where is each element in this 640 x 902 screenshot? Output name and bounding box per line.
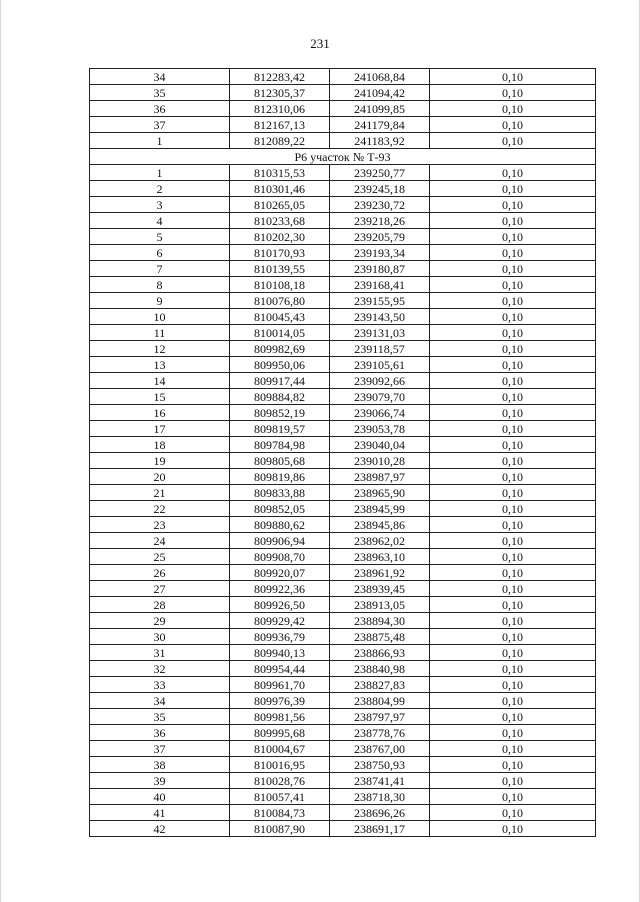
x-coordinate-cell: 810014,05 — [230, 325, 330, 341]
x-coordinate-cell: 809852,05 — [230, 501, 330, 517]
page-number: 231 — [310, 36, 330, 51]
y-coordinate-cell: 239250,77 — [330, 165, 430, 181]
x-coordinate-cell: 809929,42 — [230, 613, 330, 629]
y-coordinate-cell: 238965,90 — [330, 485, 430, 501]
accuracy-cell: 0,10 — [430, 293, 596, 309]
y-coordinate-cell: 238962,02 — [330, 533, 430, 549]
accuracy-cell: 0,10 — [430, 421, 596, 437]
point-number-cell: 31 — [90, 645, 230, 661]
x-coordinate-cell: 810028,76 — [230, 773, 330, 789]
table-row — [90, 453, 596, 469]
accuracy-cell: 0,10 — [430, 741, 596, 757]
x-coordinate-cell: 810045,43 — [230, 309, 330, 325]
accuracy-cell: 0,10 — [430, 565, 596, 581]
point-number-cell: 38 — [90, 757, 230, 773]
table-row — [90, 245, 596, 261]
accuracy-cell: 0,10 — [430, 277, 596, 293]
y-coordinate-cell: 238718,30 — [330, 789, 430, 805]
table-row — [90, 821, 596, 837]
accuracy-cell: 0,10 — [430, 437, 596, 453]
y-coordinate-cell: 238804,99 — [330, 693, 430, 709]
accuracy-cell: 0,10 — [430, 341, 596, 357]
y-coordinate-cell: 239218,26 — [330, 213, 430, 229]
accuracy-cell: 0,10 — [430, 389, 596, 405]
accuracy-cell: 0,10 — [430, 549, 596, 565]
x-coordinate-cell: 809880,62 — [230, 517, 330, 533]
accuracy-cell: 0,10 — [430, 213, 596, 229]
table-row — [90, 261, 596, 277]
accuracy-cell: 0,10 — [430, 597, 596, 613]
x-coordinate-cell: 809982,69 — [230, 341, 330, 357]
y-coordinate-cell: 238866,93 — [330, 645, 430, 661]
point-number-cell: 20 — [90, 469, 230, 485]
accuracy-cell: 0,10 — [430, 165, 596, 181]
y-coordinate-cell: 238797,97 — [330, 709, 430, 725]
x-coordinate-cell: 810233,68 — [230, 213, 330, 229]
y-coordinate-cell: 239092,66 — [330, 373, 430, 389]
y-coordinate-cell: 239205,79 — [330, 229, 430, 245]
table-row — [90, 437, 596, 453]
y-coordinate-cell: 239245,18 — [330, 181, 430, 197]
accuracy-cell: 0,10 — [430, 581, 596, 597]
x-coordinate-cell: 809926,50 — [230, 597, 330, 613]
point-number-cell: 29 — [90, 613, 230, 629]
accuracy-cell: 0,10 — [430, 69, 596, 85]
x-coordinate-cell: 810016,95 — [230, 757, 330, 773]
point-number-cell: 33 — [90, 677, 230, 693]
x-coordinate-cell: 810139,55 — [230, 261, 330, 277]
accuracy-cell: 0,10 — [430, 197, 596, 213]
table-row — [90, 613, 596, 629]
point-number-cell: 42 — [90, 821, 230, 837]
point-number-cell: 28 — [90, 597, 230, 613]
x-coordinate-cell: 809922,36 — [230, 581, 330, 597]
point-number-cell: 37 — [90, 117, 230, 133]
x-coordinate-cell: 809884,82 — [230, 389, 330, 405]
table-row — [90, 597, 596, 613]
table-row — [90, 373, 596, 389]
point-number-cell: 3 — [90, 197, 230, 213]
point-number-cell: 1 — [90, 133, 230, 149]
point-number-cell: 7 — [90, 261, 230, 277]
point-number-cell: 8 — [90, 277, 230, 293]
x-coordinate-cell: 810170,93 — [230, 245, 330, 261]
x-coordinate-cell: 809852,19 — [230, 405, 330, 421]
x-coordinate-cell: 810087,90 — [230, 821, 330, 837]
y-coordinate-cell: 238750,93 — [330, 757, 430, 773]
y-coordinate-cell: 239053,78 — [330, 421, 430, 437]
table-row — [90, 565, 596, 581]
y-coordinate-cell: 238894,30 — [330, 613, 430, 629]
table-row — [90, 421, 596, 437]
y-coordinate-cell: 239143,50 — [330, 309, 430, 325]
y-coordinate-cell: 238741,41 — [330, 773, 430, 789]
point-number-cell: 23 — [90, 517, 230, 533]
point-number-cell: 30 — [90, 629, 230, 645]
table-row — [90, 325, 596, 341]
point-number-cell: 14 — [90, 373, 230, 389]
table-row — [90, 293, 596, 309]
point-number-cell: 17 — [90, 421, 230, 437]
x-coordinate-cell: 809805,68 — [230, 453, 330, 469]
y-coordinate-cell: 241094,42 — [330, 85, 430, 101]
point-number-cell: 35 — [90, 709, 230, 725]
table-row — [90, 741, 596, 757]
x-coordinate-cell: 809906,94 — [230, 533, 330, 549]
table-row — [90, 693, 596, 709]
y-coordinate-cell: 239010,28 — [330, 453, 430, 469]
y-coordinate-cell: 239180,87 — [330, 261, 430, 277]
point-number-cell: 36 — [90, 725, 230, 741]
y-coordinate-cell: 238778,76 — [330, 725, 430, 741]
accuracy-cell: 0,10 — [430, 117, 596, 133]
table-row — [90, 645, 596, 661]
y-coordinate-cell: 238875,48 — [330, 629, 430, 645]
x-coordinate-cell: 810301,46 — [230, 181, 330, 197]
point-number-cell: 41 — [90, 805, 230, 821]
accuracy-cell: 0,10 — [430, 517, 596, 533]
table-row — [90, 165, 596, 181]
x-coordinate-cell: 809936,79 — [230, 629, 330, 645]
x-coordinate-cell: 809976,39 — [230, 693, 330, 709]
point-number-cell: 21 — [90, 485, 230, 501]
x-coordinate-cell: 810265,05 — [230, 197, 330, 213]
point-number-cell: 34 — [90, 693, 230, 709]
x-coordinate-cell: 812310,06 — [230, 101, 330, 117]
table-row — [90, 229, 596, 245]
y-coordinate-cell: 238945,86 — [330, 517, 430, 533]
accuracy-cell: 0,10 — [430, 805, 596, 821]
point-number-cell: 9 — [90, 293, 230, 309]
x-coordinate-cell: 809995,68 — [230, 725, 330, 741]
table-row — [90, 725, 596, 741]
table-row — [90, 789, 596, 805]
table-row — [90, 117, 596, 133]
y-coordinate-cell: 241099,85 — [330, 101, 430, 117]
point-number-cell: 5 — [90, 229, 230, 245]
y-coordinate-cell: 239040,04 — [330, 437, 430, 453]
point-number-cell: 2 — [90, 181, 230, 197]
table-row — [90, 405, 596, 421]
y-coordinate-cell: 239118,57 — [330, 341, 430, 357]
table-row — [90, 709, 596, 725]
table-row — [90, 805, 596, 821]
x-coordinate-cell: 812283,42 — [230, 69, 330, 85]
accuracy-cell: 0,10 — [430, 789, 596, 805]
y-coordinate-cell: 238963,10 — [330, 549, 430, 565]
point-number-cell: 6 — [90, 245, 230, 261]
point-number-cell: 16 — [90, 405, 230, 421]
x-coordinate-cell: 809908,70 — [230, 549, 330, 565]
accuracy-cell: 0,10 — [430, 309, 596, 325]
section-header-row — [90, 149, 596, 165]
point-number-cell: 27 — [90, 581, 230, 597]
table-row — [90, 277, 596, 293]
point-number-cell: 32 — [90, 661, 230, 677]
x-coordinate-cell: 810084,73 — [230, 805, 330, 821]
y-coordinate-cell: 241179,84 — [330, 117, 430, 133]
accuracy-cell: 0,10 — [430, 613, 596, 629]
table-row — [90, 69, 596, 85]
accuracy-cell: 0,10 — [430, 325, 596, 341]
table-row — [90, 309, 596, 325]
table-row — [90, 485, 596, 501]
x-coordinate-cell: 809917,44 — [230, 373, 330, 389]
y-coordinate-cell: 238767,00 — [330, 741, 430, 757]
table-row — [90, 357, 596, 373]
table-row — [90, 581, 596, 597]
point-number-cell: 22 — [90, 501, 230, 517]
accuracy-cell: 0,10 — [430, 373, 596, 389]
accuracy-cell: 0,10 — [430, 133, 596, 149]
point-number-cell: 39 — [90, 773, 230, 789]
point-number-cell: 37 — [90, 741, 230, 757]
accuracy-cell: 0,10 — [430, 757, 596, 773]
accuracy-cell: 0,10 — [430, 773, 596, 789]
point-number-cell: 11 — [90, 325, 230, 341]
accuracy-cell: 0,10 — [430, 645, 596, 661]
y-coordinate-cell: 239131,03 — [330, 325, 430, 341]
table-row — [90, 629, 596, 645]
x-coordinate-cell: 809819,57 — [230, 421, 330, 437]
y-coordinate-cell: 238961,92 — [330, 565, 430, 581]
y-coordinate-cell: 239168,41 — [330, 277, 430, 293]
table-row — [90, 197, 596, 213]
x-coordinate-cell: 810076,80 — [230, 293, 330, 309]
coordinates-table — [89, 68, 596, 837]
x-coordinate-cell: 812305,37 — [230, 85, 330, 101]
y-coordinate-cell: 238827,83 — [330, 677, 430, 693]
x-coordinate-cell: 809954,44 — [230, 661, 330, 677]
x-coordinate-cell: 810202,30 — [230, 229, 330, 245]
accuracy-cell: 0,10 — [430, 533, 596, 549]
accuracy-cell: 0,10 — [430, 181, 596, 197]
accuracy-cell: 0,10 — [430, 357, 596, 373]
x-coordinate-cell: 809981,56 — [230, 709, 330, 725]
accuracy-cell: 0,10 — [430, 229, 596, 245]
accuracy-cell: 0,10 — [430, 245, 596, 261]
table-row — [90, 533, 596, 549]
y-coordinate-cell: 241183,92 — [330, 133, 430, 149]
accuracy-cell: 0,10 — [430, 725, 596, 741]
accuracy-cell: 0,10 — [430, 693, 596, 709]
y-coordinate-cell: 238945,99 — [330, 501, 430, 517]
accuracy-cell: 0,10 — [430, 469, 596, 485]
x-coordinate-cell: 812167,13 — [230, 117, 330, 133]
table-row — [90, 85, 596, 101]
point-number-cell: 34 — [90, 69, 230, 85]
y-coordinate-cell: 238840,98 — [330, 661, 430, 677]
point-number-cell: 1 — [90, 165, 230, 181]
y-coordinate-cell: 239066,74 — [330, 405, 430, 421]
point-number-cell: 15 — [90, 389, 230, 405]
accuracy-cell: 0,10 — [430, 453, 596, 469]
accuracy-cell: 0,10 — [430, 661, 596, 677]
table-row — [90, 549, 596, 565]
table-body-before — [90, 69, 596, 149]
point-number-cell: 19 — [90, 453, 230, 469]
x-coordinate-cell: 810315,53 — [230, 165, 330, 181]
accuracy-cell: 0,10 — [430, 629, 596, 645]
y-coordinate-cell: 238939,45 — [330, 581, 430, 597]
point-number-cell: 26 — [90, 565, 230, 581]
table-row — [90, 213, 596, 229]
accuracy-cell: 0,10 — [430, 709, 596, 725]
x-coordinate-cell: 809950,06 — [230, 357, 330, 373]
x-coordinate-cell: 809784,98 — [230, 437, 330, 453]
point-number-cell: 40 — [90, 789, 230, 805]
table-row — [90, 133, 596, 149]
table-row — [90, 773, 596, 789]
x-coordinate-cell: 809920,07 — [230, 565, 330, 581]
table-row — [90, 469, 596, 485]
accuracy-cell: 0,10 — [430, 821, 596, 837]
table-row — [90, 341, 596, 357]
y-coordinate-cell: 239193,34 — [330, 245, 430, 261]
x-coordinate-cell: 809961,70 — [230, 677, 330, 693]
x-coordinate-cell: 810004,67 — [230, 741, 330, 757]
accuracy-cell: 0,10 — [430, 501, 596, 517]
section-title: Р6 участок № Т-93 — [90, 149, 596, 165]
table-row — [90, 181, 596, 197]
table-row — [90, 101, 596, 117]
point-number-cell: 4 — [90, 213, 230, 229]
scan-edge-left — [0, 0, 1, 902]
point-number-cell: 35 — [90, 85, 230, 101]
y-coordinate-cell: 238691,17 — [330, 821, 430, 837]
point-number-cell: 10 — [90, 309, 230, 325]
x-coordinate-cell: 809819,86 — [230, 469, 330, 485]
table-row — [90, 757, 596, 773]
accuracy-cell: 0,10 — [430, 85, 596, 101]
x-coordinate-cell: 809940,13 — [230, 645, 330, 661]
y-coordinate-cell: 238987,97 — [330, 469, 430, 485]
x-coordinate-cell: 810108,18 — [230, 277, 330, 293]
y-coordinate-cell: 239155,95 — [330, 293, 430, 309]
table-row — [90, 517, 596, 533]
accuracy-cell: 0,10 — [430, 405, 596, 421]
accuracy-cell: 0,10 — [430, 677, 596, 693]
table-row — [90, 677, 596, 693]
accuracy-cell: 0,10 — [430, 261, 596, 277]
y-coordinate-cell: 239230,72 — [330, 197, 430, 213]
point-number-cell: 24 — [90, 533, 230, 549]
point-number-cell: 18 — [90, 437, 230, 453]
accuracy-cell: 0,10 — [430, 101, 596, 117]
y-coordinate-cell: 239105,61 — [330, 357, 430, 373]
x-coordinate-cell: 812089,22 — [230, 133, 330, 149]
accuracy-cell: 0,10 — [430, 485, 596, 501]
x-coordinate-cell: 810057,41 — [230, 789, 330, 805]
table-body-after — [90, 165, 596, 837]
point-number-cell: 36 — [90, 101, 230, 117]
table-row — [90, 389, 596, 405]
y-coordinate-cell: 241068,84 — [330, 69, 430, 85]
point-number-cell: 13 — [90, 357, 230, 373]
y-coordinate-cell: 239079,70 — [330, 389, 430, 405]
table-row — [90, 501, 596, 517]
y-coordinate-cell: 238913,05 — [330, 597, 430, 613]
point-number-cell: 25 — [90, 549, 230, 565]
x-coordinate-cell: 809833,88 — [230, 485, 330, 501]
section-header-body — [90, 149, 596, 165]
y-coordinate-cell: 238696,26 — [330, 805, 430, 821]
table-row — [90, 661, 596, 677]
point-number-cell: 12 — [90, 341, 230, 357]
